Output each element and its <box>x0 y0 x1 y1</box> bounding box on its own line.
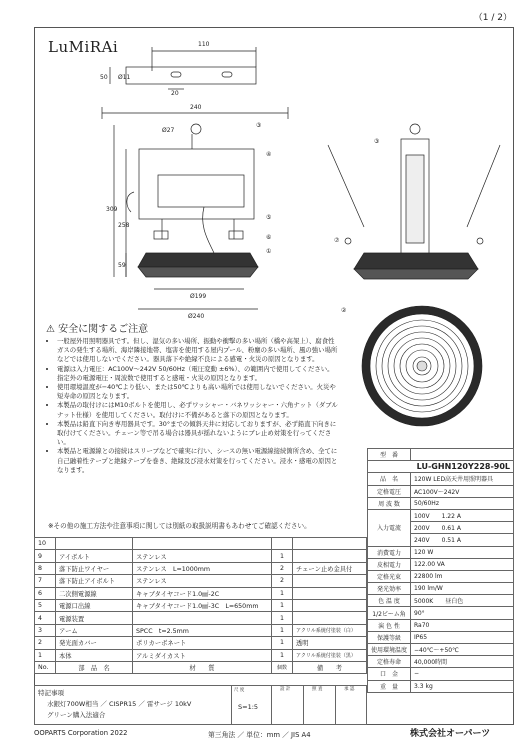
brand-logo: LuMiRAi <box>48 38 119 56</box>
part-no: 7 <box>35 575 56 587</box>
callout-1-side: ① <box>266 248 272 255</box>
part-qty: 2 <box>272 562 293 574</box>
technical-drawing <box>34 27 514 327</box>
spec-value: − <box>411 668 514 680</box>
callout-5: ⑤ <box>266 214 272 221</box>
safety-item: • 本製品の取付けにはM10ボルトを使用し、必ずワッシャー・バネワッシャー・六角ナット（ダブルナット仕様）を使用してください。取付けに不備があると落下の原因となります。 <box>57 401 338 419</box>
callout-2: ② <box>341 307 347 314</box>
spec-value: AC100V〜242V <box>411 485 514 497</box>
spec-value: 190 lm/W <box>411 583 514 595</box>
part-note <box>293 538 367 550</box>
header-note: 備 考 <box>293 661 367 673</box>
spec-value: 22800 lm <box>411 570 514 582</box>
spec-key: 定格電圧 <box>368 485 411 497</box>
part-no: 10 <box>35 538 56 550</box>
part-material: ステンレス <box>133 550 272 562</box>
dim-27-label: Ø27 <box>162 127 175 134</box>
bracket-top-view <box>126 67 256 84</box>
design-cell <box>271 686 304 724</box>
part-name <box>56 538 133 550</box>
safety-item: • 使用環境温度が−40℃より低い、または50℃よりも高い場所では使用しないでください。火災や短寿命の原因となります。 <box>57 383 338 401</box>
title-block <box>34 685 367 725</box>
check-header: 照 査 <box>312 687 323 692</box>
safety-title <box>46 320 148 335</box>
callout-6: ⑥ <box>266 234 272 241</box>
part-no: 4 <box>35 612 56 624</box>
part-note: アクリル系焼付塗装（白） <box>293 624 367 636</box>
part-no: 9 <box>35 550 56 562</box>
model-number: LU-GHN120Y228-90L <box>368 461 514 473</box>
part-material: キャブタイヤコード1.0㎟-3C L=650mm <box>133 599 272 611</box>
part-qty: 1 <box>272 599 293 611</box>
part-note <box>293 575 367 587</box>
safety-item: • 一般屋外用照明器具です。但し、湿気の多い場所、振動や衝撃の多い場所（橋や高架上）、腐食性ガスの発生する場所、海岸隣接地帯、塩害を使用する屋内プール、粉塵の多い場所、風の強い場所などでは使用しないでください。器具落下や絶縁不良による感電・火災の原因となります。 <box>57 337 338 365</box>
part-name: 電源装置 <box>56 612 133 624</box>
spec-value: 40,000時間 <box>411 656 514 668</box>
spec-key: 定格光束 <box>368 570 411 582</box>
part-no: 2 <box>35 637 56 649</box>
part-qty: 1 <box>272 550 293 562</box>
safety-wire-left <box>328 145 364 227</box>
callout-4: ④ <box>266 151 272 158</box>
spec-key: 周 波 数 <box>368 497 411 509</box>
part-note <box>293 587 367 599</box>
footer-drawing-info: 第三角法 ／ 単位：mm ／ JIS A4 <box>208 731 311 739</box>
side-arm-clamp-right <box>229 231 243 239</box>
spec-value: IP65 <box>411 631 514 643</box>
spec-value: 200V 0.61 A <box>411 522 514 534</box>
spec-key: 使用環境温度 <box>368 644 411 656</box>
safety-wire-right <box>467 145 500 227</box>
table-row <box>35 587 367 599</box>
spec-key: 重 量 <box>368 680 411 692</box>
spec-key: 色 温 度 <box>368 595 411 607</box>
table-row <box>35 575 367 587</box>
lamp-bottom-view <box>356 300 488 432</box>
spec-key: 定格寿命 <box>368 656 411 668</box>
cable-in <box>127 192 134 212</box>
spec-key: 演 色 性 <box>368 619 411 631</box>
part-note: アクリル系焼付塗装（黒） <box>293 649 367 661</box>
part-qty: 1 <box>272 624 293 636</box>
part-name: アイボルト <box>56 550 133 562</box>
dim-59-label: 59 <box>118 262 126 269</box>
spec-value: 240V 0.51 A <box>411 534 514 546</box>
spec-key: 発光効率 <box>368 583 411 595</box>
part-material: ステンレス L=1000mm <box>133 562 272 574</box>
approve-header: 承 認 <box>344 687 355 692</box>
part-material <box>133 612 272 624</box>
part-name: 電源口出線 <box>56 599 133 611</box>
scale-header: 尺 度 <box>234 688 245 693</box>
safety-item: • 本製品と電源線との接続はスリーブなどで確実に行い、シースの無い電源線接続箇所含め、全てに自己融着性テープと絶縁テープを巻き、絶縁及び浸水対策を行ってください。浸水・感電の原因となります。 <box>57 447 338 475</box>
part-name: 発光面カバー <box>56 637 133 649</box>
parts-table <box>34 537 367 674</box>
part-no: 5 <box>35 599 56 611</box>
part-material: アルミダイカスト <box>133 649 272 661</box>
callout-3-side: ③ <box>256 122 262 129</box>
spec-key: 皮相電力 <box>368 558 411 570</box>
part-no: 6 <box>35 587 56 599</box>
dim-50-label: 50 <box>100 74 108 81</box>
footer-company-jp: 株式会社オーパーツ <box>410 729 491 739</box>
dim-110-label: 110 <box>198 41 210 48</box>
spec-value: 50/60Hz <box>411 497 514 509</box>
part-qty: 1 <box>272 637 293 649</box>
safety-item: • 電源は入力電圧：AC100V〜242V 50/60Hz（電圧変動 ±6%）、の範囲内で使用してください。指定外の電源電圧・周波数で使用すると感電・火災の原因となります。 <box>57 365 338 383</box>
lamp-body-side <box>138 253 258 267</box>
footer-company-en: OOPARTS Corporation 2022 <box>34 729 128 737</box>
part-name: 二次側電源線 <box>56 587 133 599</box>
dim-199-label: Ø199 <box>190 293 207 300</box>
part-material <box>133 538 272 550</box>
bracket-slot-right <box>222 72 232 77</box>
eyebolt-front <box>410 124 420 134</box>
part-qty: 2 <box>272 575 293 587</box>
page-number: （1 / 2） <box>473 13 512 23</box>
general-note: ※その他の施工方法や注意事項に関しては別紙の取扱説明書もあわせてご確認ください。 <box>48 522 311 530</box>
spec-key: 口 金 <box>368 668 411 680</box>
dim-258-label: 258 <box>118 222 130 229</box>
spec-value: 120 W <box>411 546 514 558</box>
part-name: アーム <box>56 624 133 636</box>
special-line: グリーン購入法適合 <box>47 711 106 719</box>
eyebolt-side <box>191 124 201 134</box>
table-row <box>35 538 367 550</box>
dim-309-label: 309 <box>106 206 118 213</box>
spec-value: 5000K 昼白色 <box>411 595 514 607</box>
part-material: SPCC t=2.5mm <box>133 624 272 636</box>
part-no: 8 <box>35 562 56 574</box>
dim-240-top-label: 240 <box>190 104 202 111</box>
driver-housing <box>139 149 254 219</box>
power-supply <box>158 175 244 207</box>
table-row <box>35 624 367 636</box>
scale-value: S=1:5 <box>238 703 259 711</box>
table-header <box>35 661 367 673</box>
part-material: ステンレス <box>133 575 272 587</box>
spec-value: 122.00 VA <box>411 558 514 570</box>
scale-cell <box>231 686 272 724</box>
table-row <box>35 612 367 624</box>
spec-value: 120W LED高天井用照明器具 <box>411 473 514 485</box>
header-name: 部 品 名 <box>56 661 133 673</box>
bracket-slot-left <box>171 72 181 77</box>
part-name: 落下防止ワイヤー <box>56 562 133 574</box>
dim-11-label: Ø11 <box>118 74 131 81</box>
safety-title-text: 安全に関するご注意 <box>58 324 149 335</box>
part-qty: 1 <box>272 612 293 624</box>
spec-key: 入力電流 <box>368 509 411 546</box>
part-note <box>293 550 367 562</box>
part-no: 3 <box>35 624 56 636</box>
special-label: 特記事項 <box>38 689 64 697</box>
model-label: 型 番 <box>368 449 411 461</box>
check-cell <box>303 686 336 724</box>
table-row <box>35 637 367 649</box>
spec-key: 消費電力 <box>368 546 411 558</box>
table-row <box>35 550 367 562</box>
lamp-body-front <box>354 253 478 269</box>
part-material: ポリカーボネート <box>133 637 272 649</box>
design-header: 設 計 <box>280 687 291 692</box>
header-no: No. <box>35 661 56 673</box>
callout-7: ⑦ <box>334 237 340 244</box>
dim-240-label: Ø240 <box>188 313 205 320</box>
safety-notes <box>48 337 338 475</box>
header-qty: 個数 <box>272 661 293 673</box>
part-qty: 1 <box>272 649 293 661</box>
spec-value: 3.3 kg <box>411 680 514 692</box>
part-material: キャブタイヤコード1.0㎟-2C <box>133 587 272 599</box>
part-qty: 1 <box>272 587 293 599</box>
spec-value: 100V 1.22 A <box>411 509 514 521</box>
part-note: チェーン止め金具付 <box>293 562 367 574</box>
special-line: 水銀灯700W相当 ／ CISPR15 ／ 雷サージ 10kV <box>47 700 192 708</box>
spec-key: 保護等級 <box>368 631 411 643</box>
approve-cell <box>335 686 367 724</box>
part-note <box>293 612 367 624</box>
table-row <box>35 599 367 611</box>
spec-value: 90° <box>411 607 514 619</box>
part-note: 透明 <box>293 637 367 649</box>
part-qty <box>272 538 293 550</box>
table-row <box>35 562 367 574</box>
side-arm-clamp-left <box>154 231 168 239</box>
callout-3-front: ③ <box>374 138 380 145</box>
spec-key: 品 名 <box>368 473 411 485</box>
part-name: 本体 <box>56 649 133 661</box>
spec-key: 1/2ビーム角 <box>368 607 411 619</box>
header-material: 材 質 <box>133 661 272 673</box>
part-no: 1 <box>35 649 56 661</box>
warning-icon: ⚠ <box>46 324 55 335</box>
spec-value: Ra70 <box>411 619 514 631</box>
part-note <box>293 599 367 611</box>
spec-value: −40℃〜+50℃ <box>411 644 514 656</box>
dim-20-label: 20 <box>171 90 179 97</box>
table-row <box>35 649 367 661</box>
safety-item: • 本製品は鉛直下向き専用器具です。30°までの傾斜天井に対応しておりますが、必ず鉛直下向きに取付けてください。チェーン等で吊る場合は器具が揺れないようにブレ止め対策を行ってください。 <box>57 420 338 448</box>
part-name: 落下防止アイボルト <box>56 575 133 587</box>
spec-table <box>367 448 514 693</box>
